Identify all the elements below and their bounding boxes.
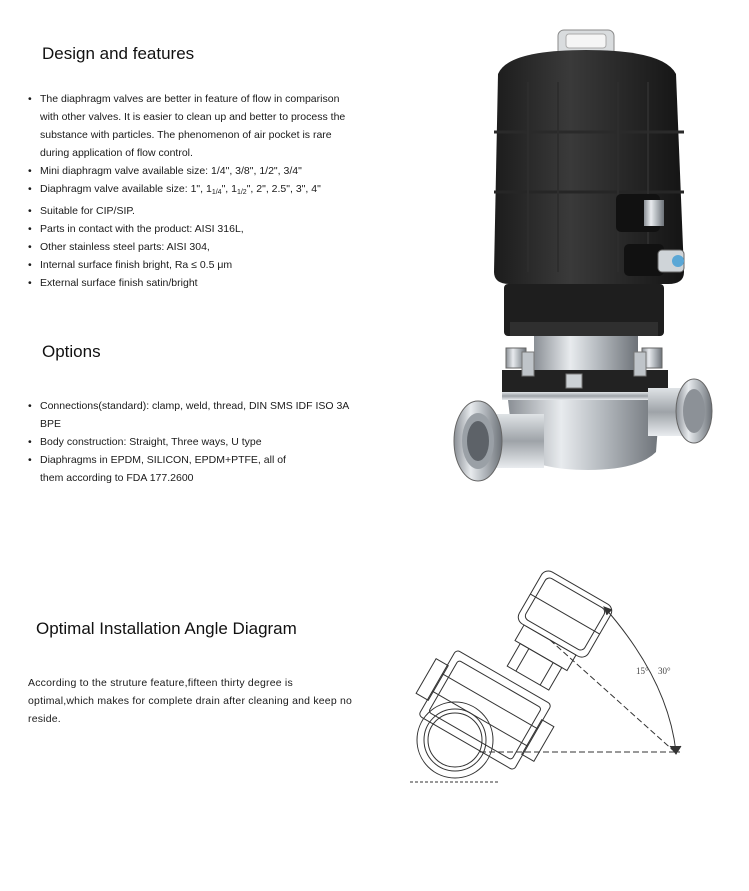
list-item: • Mini diaphragm valve available size: 1/4", 3/8", 1/2", 3/4" [28,162,358,180]
list-item: • Internal surface finish bright, Ra ≤ 0.5 μm [28,256,358,274]
list-item: • External surface finish satin/bright [28,274,358,292]
list-item: • Diaphragm valve available size: 1", $1_{1/4}$", $1_{1/2}$", 2", 2.5", 3", 4" [28,180,358,202]
list-item: • Parts in contact with the product: AISI 316L, [28,220,358,238]
list-item: • Connections(standard): clamp, weld, thread, DIN SMS IDF ISO 3A BPE [28,397,358,433]
list-item: • Diaphragms in EPDM, SILICON, EPDM+PTFE, all of them according to FDA 177.2600 [28,451,312,487]
angle-label-30: 30° [658,666,671,676]
list-item: • Other stainless steel parts: AISI 304, [28,238,358,256]
angle-label-15: 15° [636,666,649,676]
installation-description: According to the struture feature,fifteen thirty degree is optimal,which makes for complete drain after cleaning and keep no reside. [28,677,353,725]
list-item: • Suitable for CIP/SIP. [28,202,358,220]
installation-title: Optimal Installation Angle Diagram [36,619,297,638]
list-item: • Body construction: Straight, Three ways, U type [28,433,358,451]
options-list [28,397,358,487]
installation-angle-diagram-icon [400,570,700,800]
list-item: • The diaphragm valves are better in feature of flow in comparison with other valves. It is easier to clean up and better to process the substance with particles. The phenomenon of air pocket is rare during application of flow control. [28,90,358,162]
design-features-list [28,90,358,292]
diaphragm-valve-photo-icon [448,22,718,512]
options-title: Options [42,342,101,361]
design-features-title: Design and features [42,44,195,63]
